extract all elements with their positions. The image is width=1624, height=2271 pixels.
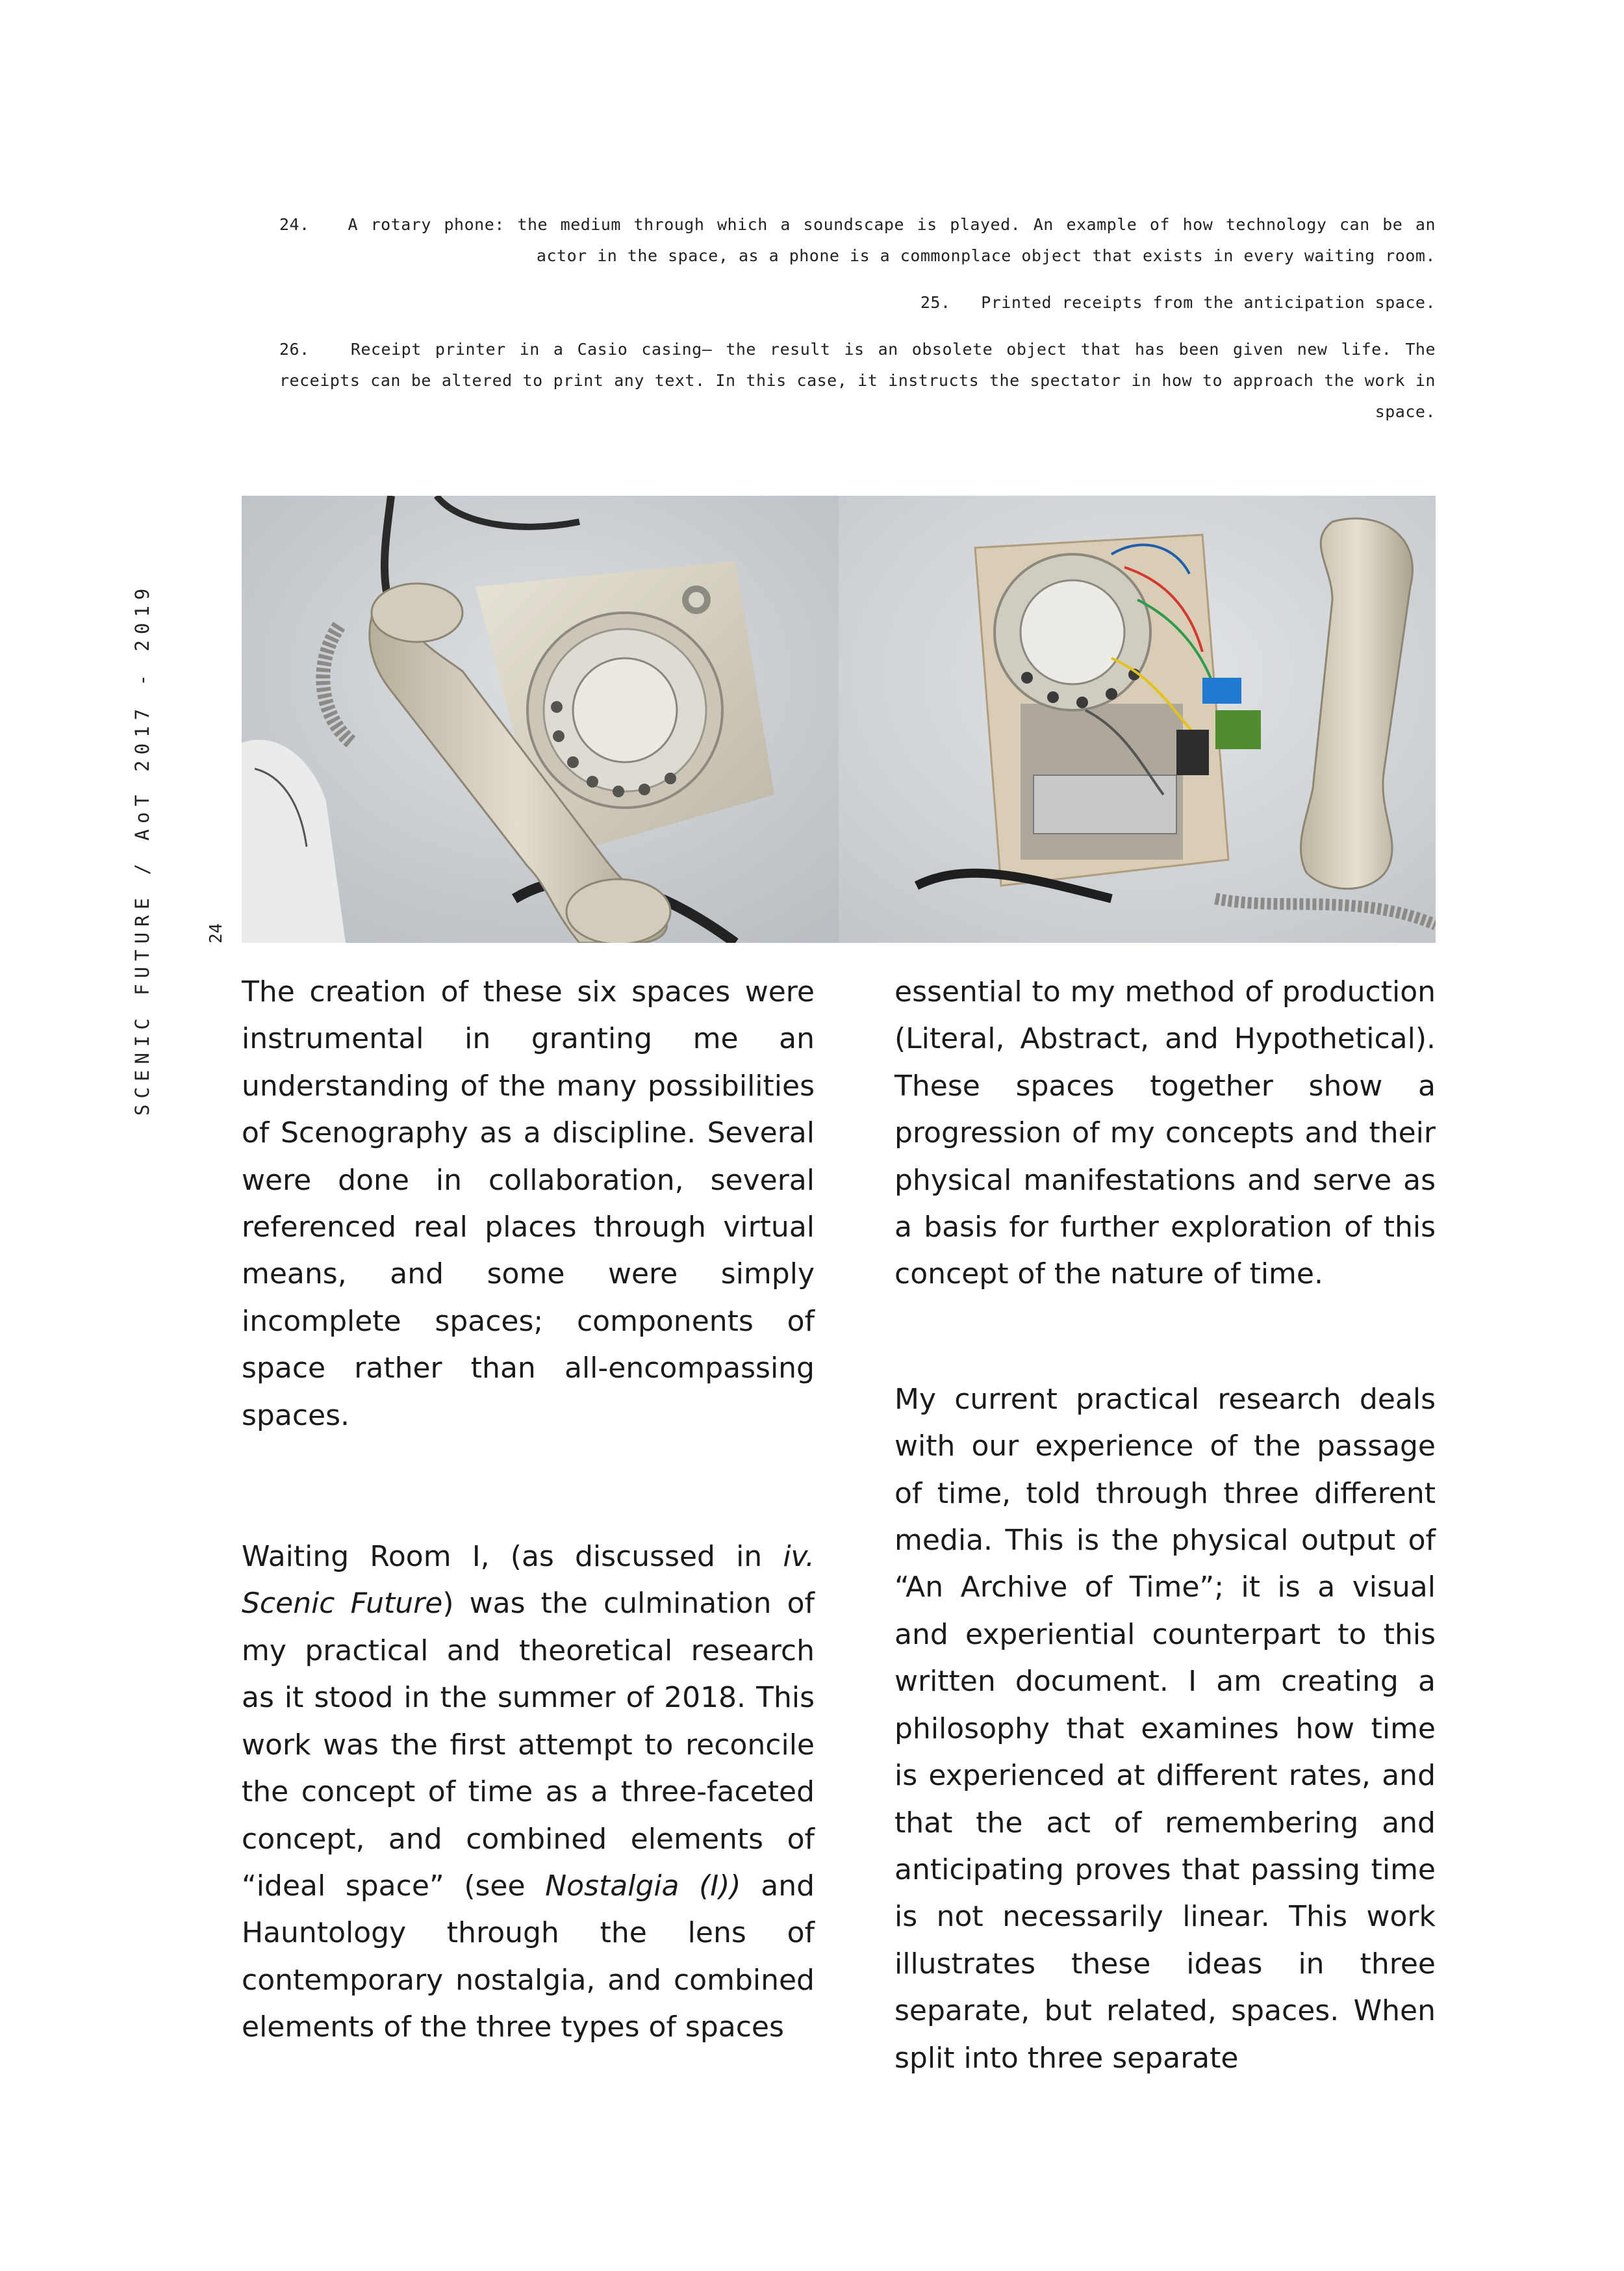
caption-25 bbox=[279, 287, 1436, 318]
caption-text: Printed receipts from the anticipation space. bbox=[981, 293, 1436, 312]
caption-text: A rotary phone: the medium through which a soundscape is played. An example of how technology can be an actor in the space, as a phone is a commonplace object that exists in every waiting room. bbox=[348, 215, 1436, 265]
paragraph: Waiting Room I, (as discussed in iv. Scenic Future) was the culmination of my practical and theoretical research as it stood in the summer of 2018. This work was the first attempt to reconcile the concept of time as a three-faceted concept, and combined elements of “ideal space” (see Nostalgia (I)) and Hauntology through the lens of contemporary nostalgia, and combined elements of the three types of spaces bbox=[242, 1540, 815, 2044]
caption-24 bbox=[279, 209, 1436, 272]
italic-title: Nostalgia (I)) bbox=[545, 1869, 741, 1903]
italic-title: iv. Scenic Future bbox=[242, 1540, 815, 1621]
caption-block bbox=[279, 209, 1436, 443]
paragraph: The creation of these six spaces were instrumental in granting me an understanding of the many possibilities of Scenography as a discipline. Several were done in collaboration, several referenced real places through virtual means, and some were simply incomplete spaces; components of space rather than all-encompassing spaces. bbox=[242, 975, 815, 1432]
body-column-left bbox=[242, 969, 815, 2051]
body-column-right bbox=[894, 969, 1436, 2082]
running-header: SCENIC FUTURE / AoT 2017 - 2019 bbox=[131, 582, 153, 1116]
page-number: 24 bbox=[207, 923, 226, 943]
caption-number: 24. bbox=[279, 215, 310, 234]
photo-receipt-printer-phone bbox=[839, 496, 1436, 943]
paragraph: essential to my method of production (Literal, Abstract, and Hypothetical). These spaces together show a progression of my concepts and their physical manifestations and serve as a basis for further exploration of this concept of the nature of time. bbox=[894, 975, 1436, 1291]
caption-text: Receipt printer in a Casio casing— the result is an obsolete object that has been given new life. The receipts can be altered to print any text. In this case, it instructs the spectator in how to approach the work in space. bbox=[279, 340, 1436, 421]
caption-number: 25. bbox=[920, 293, 951, 312]
paragraph: My current practical research deals with our experience of the passage of time, told through three different media. This is the physical output of “An Archive of Time”; it is a visual and experiential counterpart to this written document. I am creating a philosophy that examines how time is experienced at different rates, and that the act of remembering and anticipating proves that passing time is not necessarily linear. This work illustrates these ideas in three separate, but related, spaces. When split into three separate bbox=[894, 1382, 1436, 2075]
photo-rotary-phone bbox=[242, 496, 839, 943]
caption-number: 26. bbox=[279, 340, 310, 359]
photo-strip bbox=[242, 496, 1436, 943]
caption-26 bbox=[279, 334, 1436, 428]
